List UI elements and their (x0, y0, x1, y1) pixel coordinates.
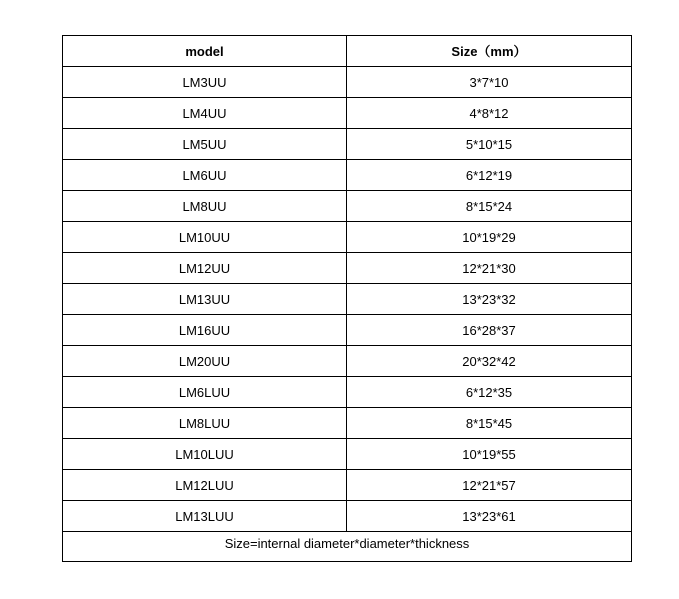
table-row (63, 253, 632, 284)
cell-size: 6*12*35 (347, 377, 632, 408)
cell-model: LM10UU (63, 222, 347, 253)
cell-model: LM6UU (63, 160, 347, 191)
cell-size: 12*21*57 (347, 470, 632, 501)
cell-model: LM5UU (63, 129, 347, 160)
header-size: Size（mm） (347, 36, 632, 67)
table-row (63, 439, 632, 470)
cell-size: 6*12*19 (347, 160, 632, 191)
cell-model: LM13UU (63, 284, 347, 315)
table-row (63, 129, 632, 160)
table-footnote: Size=internal diameter*diameter*thickness (63, 532, 632, 562)
cell-size: 10*19*29 (347, 222, 632, 253)
cell-size: 3*7*10 (347, 67, 632, 98)
cell-size: 20*32*42 (347, 346, 632, 377)
table-row (63, 67, 632, 98)
cell-model: LM4UU (63, 98, 347, 129)
cell-size: 13*23*61 (347, 501, 632, 532)
cell-model: LM3UU (63, 67, 347, 98)
table-header-row (63, 36, 632, 67)
cell-model: LM10LUU (63, 439, 347, 470)
cell-model: LM12UU (63, 253, 347, 284)
cell-model: LM8UU (63, 191, 347, 222)
header-model: model (63, 36, 347, 67)
table-row (63, 191, 632, 222)
cell-size: 4*8*12 (347, 98, 632, 129)
cell-size: 13*23*32 (347, 284, 632, 315)
cell-size: 8*15*24 (347, 191, 632, 222)
table-row (63, 160, 632, 191)
table-row (63, 222, 632, 253)
table-row (63, 501, 632, 532)
cell-model: LM8LUU (63, 408, 347, 439)
cell-model: LM16UU (63, 315, 347, 346)
table-row (63, 98, 632, 129)
cell-size: 12*21*30 (347, 253, 632, 284)
bearing-size-table (62, 35, 632, 562)
cell-model: LM13LUU (63, 501, 347, 532)
table-row (63, 284, 632, 315)
cell-size: 10*19*55 (347, 439, 632, 470)
cell-size: 16*28*37 (347, 315, 632, 346)
cell-model: LM12LUU (63, 470, 347, 501)
table-row (63, 470, 632, 501)
cell-size: 5*10*15 (347, 129, 632, 160)
table-row (63, 315, 632, 346)
table-row (63, 377, 632, 408)
cell-size: 8*15*45 (347, 408, 632, 439)
table-row (63, 346, 632, 377)
cell-model: LM20UU (63, 346, 347, 377)
table-row (63, 408, 632, 439)
table-footnote-row (63, 532, 632, 562)
cell-model: LM6LUU (63, 377, 347, 408)
